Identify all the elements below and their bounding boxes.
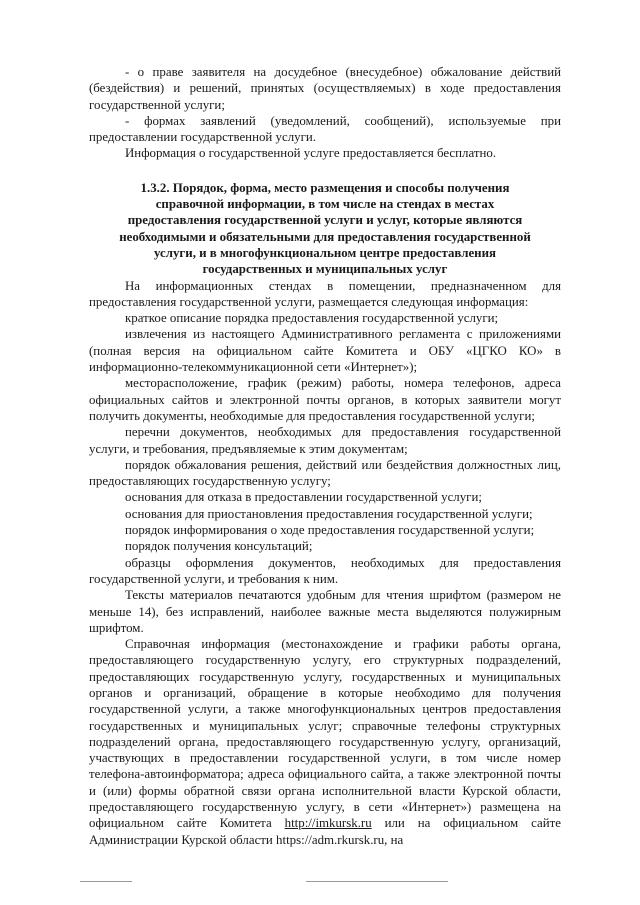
list-item-regulation-extracts: извлечения из настоящего Административного регламента с приложениями (полная версия на официальном сайте Комитета и ОБУ «ЦГКО КО» в информационно-телекоммуникационной сети «Интернет»); — [89, 327, 561, 375]
paragraph-stands-intro: На информационных стендах в помещении, предназначенном для предоставления государственной услуги, размещается следующая информация: — [89, 278, 561, 309]
paragraph-font-requirements: Тексты материалов печатаются удобным для чтения шрифтом (размером не меньше 14), без исправлений, наиболее важные места выделяются полужирным шрифтом. — [89, 588, 561, 635]
list-item-consultations: порядок получения консультаций; — [125, 539, 313, 554]
scan-artifact-right — [306, 881, 448, 882]
list-item-progress-info: порядок информирования о ходе предоставления государственной услуги; — [125, 523, 535, 538]
paragraph-reference-info — [89, 636, 561, 848]
list-item-suspension-grounds: основания для приостановления предоставления государственной услуги; — [125, 506, 533, 521]
list-item-locations-schedule: месторасположение, график (режим) работы, номера телефонов, адреса официальных сайтов и электронной почты органов, в которых заявители могут получить документы, необходимые для предоставления государственной услуги; — [89, 376, 561, 423]
section-heading: 1.3.2. Порядок, форма, место размещения и способы получения справочной информации, в том числе на стендах в местах предоставления государственной услуги и услуг, которые являются необходимыми и обязательными для предоставления государственной услуги, и в многофункциональном центре предоставления государственных и муниципальных услуг — [119, 180, 531, 277]
list-item-refusal-grounds: основания для отказа в предоставлении государственной услуги; — [125, 490, 482, 505]
scan-artifact-left — [80, 881, 132, 882]
paragraph-appeal-right: - о праве заявителя на досудебное (внесудебное) обжалование действий (бездействия) и решений, принятых (осуществляемых) в ходе предоставления государственной услуги; — [89, 65, 561, 112]
document-body — [89, 64, 561, 848]
list-item-brief-description: краткое описание порядка предоставления государственной услуги; — [125, 311, 499, 326]
paragraph-forms: - формах заявлений (уведомлений, сообщений), используемые при предоставлении государственной услуги. — [89, 113, 561, 145]
list-item-document-lists: перечни документов, необходимых для предоставления государственной услуги, и требования, предъявляемые к этим документам; — [89, 425, 561, 456]
paragraph-free-info: Информация о государственной услуге предоставляется бесплатно. — [125, 146, 497, 161]
reference-text-start: Справочная информация (местонахождение и графики работы органа, предоставляющего государственную услугу, его структурных подразделений, предоставляющих государственную услугу, государственных и муниципальных органов и организаций, обращение в которые необходимо для получения государственной услуги, а также многофункциональных центров предоставления государственных и муниципальных услуг; справочные телефоны структурных подразделений органа, предоставляющего государственную услугу, организаций, участвующих в предоставлении государственной услуги, в том числе номер телефона-автоинформатора; адреса официального сайта, а также электронной почты и (или) формы обратной связи органа исполнительной власти Курской области, предоставляющего государственную услугу, в сети «Интернет») размещена на официальном сайте Комитета — [89, 637, 561, 831]
committee-website-link[interactable]: http://imkursk.ru — [284, 816, 372, 831]
reference-text-end: или на официальном сайте Администрации Курской области https://adm.rkursk.ru, на — [89, 816, 561, 847]
list-item-document-samples: образцы оформления документов, необходимых для предоставления государственной услуги, и требования к ним. — [89, 555, 561, 586]
list-item-appeal-procedure: порядок обжалования решения, действий или бездействия должностных лиц, предоставляющих государственную услугу; — [89, 457, 561, 489]
